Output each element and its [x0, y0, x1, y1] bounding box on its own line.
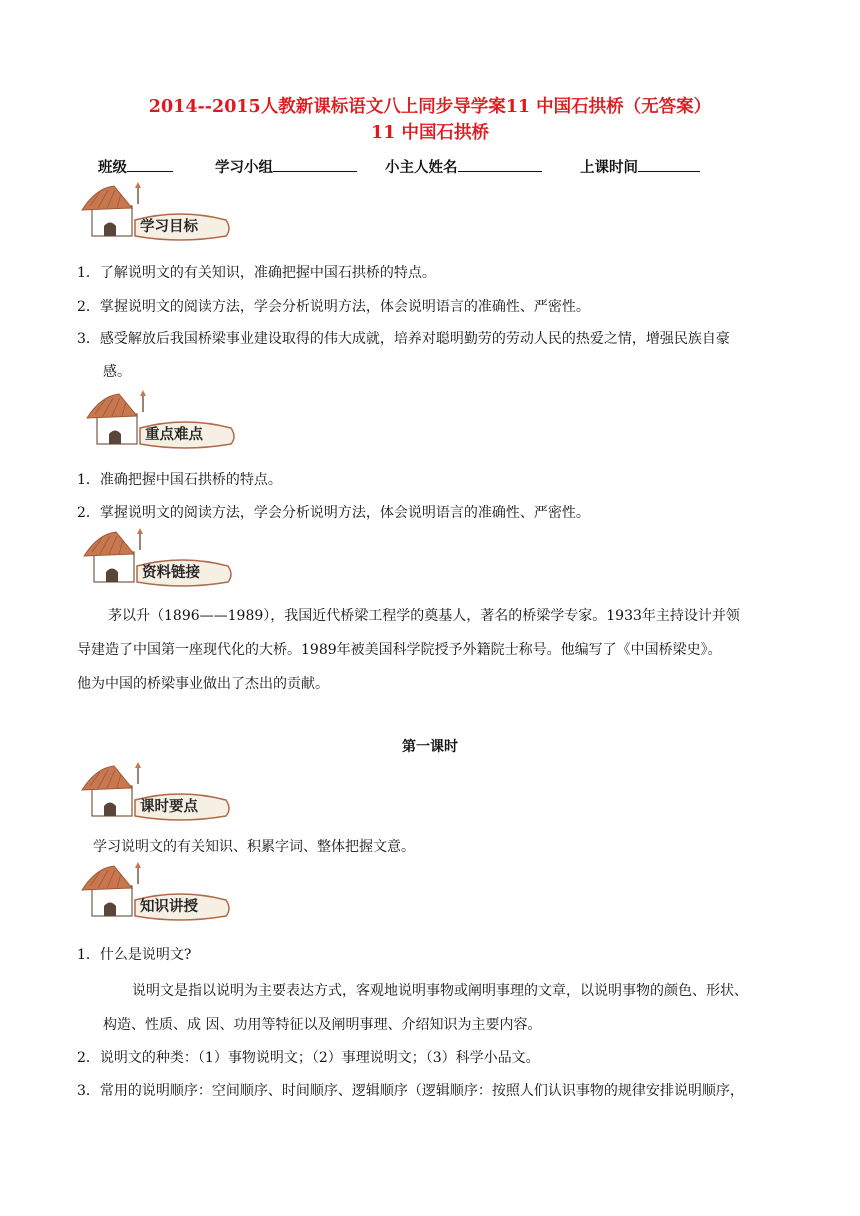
section-header-knowledge: [80, 862, 230, 922]
knowledge-line-3: 构造、性质、成 因、功用等特征以及阐明事理、介绍知识为主要内容。: [103, 1017, 542, 1033]
class-label: 班级: [98, 159, 127, 176]
host-label: 小主人姓名: [385, 159, 458, 176]
time-field: [580, 156, 700, 177]
section-header-resources: [82, 528, 232, 588]
section-label-goals: 学习目标: [140, 219, 198, 235]
time-label: 上课时间: [580, 159, 638, 176]
goal-item-2: 2．掌握说明文的阅读方法，学会分析说明方法，体会说明语言的准确性、严密性。: [77, 299, 590, 315]
host-field: [385, 156, 542, 177]
resource-line-1: 茅以升（1896——1989），我国近代桥梁工程学的奠基人，著名的桥梁学专家。1933年主持设计并领: [108, 608, 740, 624]
key-point-2: 2．掌握说明文的阅读方法，学会分析说明方法，体会说明语言的准确性、严密性。: [77, 505, 590, 521]
knowledge-line-5: 3．常用的说明顺序：空间顺序、时间顺序、逻辑顺序（逻辑顺序：按照人们认识事物的规律安排说明顺序，: [77, 1083, 744, 1099]
group-field: [215, 156, 357, 177]
class-field: [98, 156, 173, 177]
lesson-points-text: 学习说明文的有关知识、积累字词、整体把握文意。: [93, 839, 415, 855]
resource-line-3: 他为中国的桥梁事业做出了杰出的贡献。: [77, 676, 329, 692]
lesson-heading: 第一课时: [402, 739, 458, 755]
time-blank: [638, 157, 700, 172]
document-title: 2014--2015人教新课标语文八上同步导学案11 中国石拱桥（无答案）: [148, 97, 712, 117]
goal-item-1: 1．了解说明文的有关知识，准确把握中国石拱桥的特点。: [77, 265, 436, 281]
group-label: 学习小组: [215, 159, 273, 176]
section-header-key-points: [85, 390, 235, 450]
section-label-lesson-points: 课时要点: [140, 799, 198, 815]
document-subtitle: 11 中国石拱桥: [371, 123, 489, 143]
resource-line-2: 导建造了中国第一座现代化的大桥。1989年被美国科学院授予外籍院士称号。他编写了《中国桥梁史》。: [77, 642, 722, 658]
section-header-lesson-points: [80, 762, 230, 822]
section-label-knowledge: 知识讲授: [140, 899, 198, 915]
host-blank: [458, 157, 542, 172]
section-header-goals: [80, 182, 230, 242]
goal-item-3-cont: 感。: [103, 364, 131, 380]
group-blank: [273, 157, 357, 172]
knowledge-line-4: 2．说明文的种类：（1）事物说明文；（2）事理说明文；（3）科学小品文。: [77, 1050, 540, 1066]
key-point-1: 1．准确把握中国石拱桥的特点。: [77, 472, 282, 488]
section-label-resources: 资料链接: [142, 565, 200, 581]
section-label-key-points: 重点难点: [145, 427, 203, 443]
class-blank: [127, 157, 173, 172]
knowledge-line-1: 1．什么是说明文?: [77, 947, 192, 963]
knowledge-line-2: 说明文是指以说明为主要表达方式，客观地说明事物或阐明事理的文章，以说明事物的颜色、形状、: [132, 983, 748, 999]
goal-item-3: 3．感受解放后我国桥梁事业建设取得的伟大成就，培养对聪明勤劳的劳动人民的热爱之情，增强民族自豪: [77, 331, 730, 347]
